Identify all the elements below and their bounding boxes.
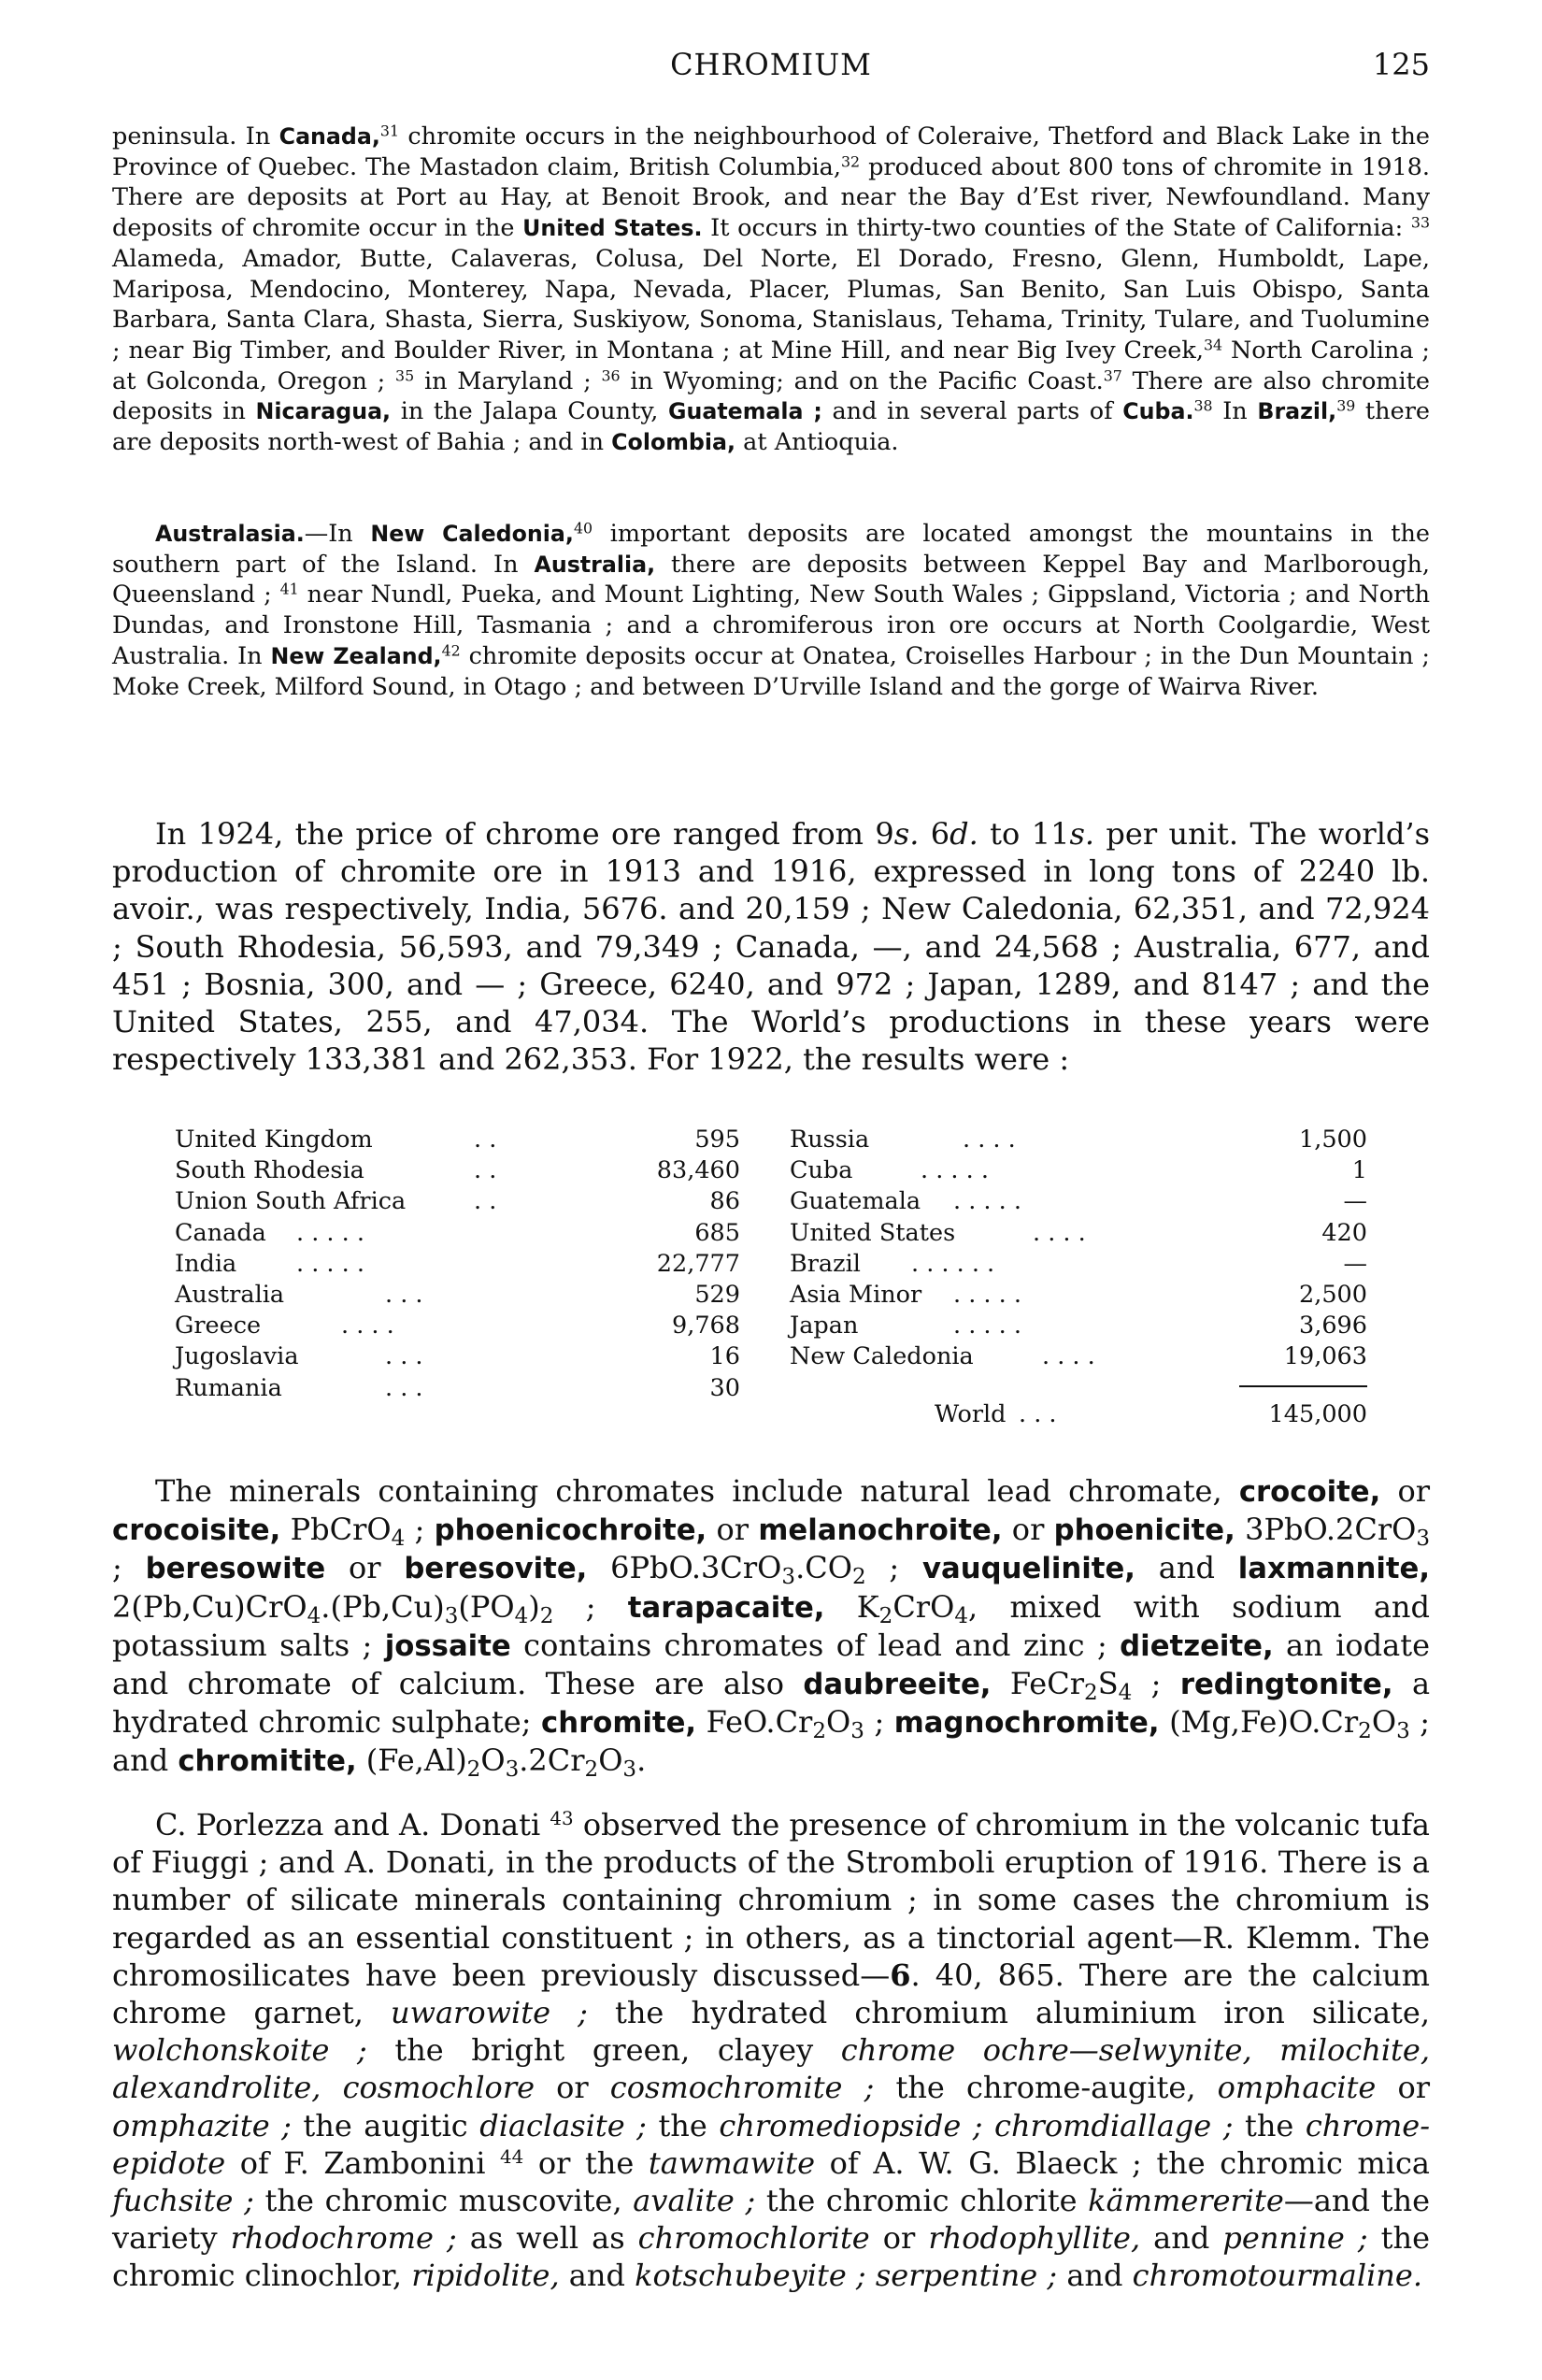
table-row: United States . . . . 420 bbox=[790, 1218, 1367, 1247]
table-total bbox=[935, 1399, 1367, 1430]
footnote-ref: 37 bbox=[1103, 366, 1122, 384]
table-row: Brazil . . . . . . — bbox=[790, 1249, 1367, 1278]
paragraph-chromosilicates: C. Porlezza and A. Donati $^{43}$ observed the presence of chromium in the volcanic tufa of Fiuggi ; and A. Donati, in the products of the Stromboli eruption of 1916. There is a number of silicate minerals containing chromium ; in some cases the chromium is regarded as an essential constituent ; in others, as a tinctorial agent—R. Klemm. The chromosilicates have been previously discussed—6. 40, 865. There are the calcium chrome garnet, uwarowite ; the hydrated chromium aluminium iron silicate, wolchonskoite ; the bright green, clayey chrome ochre—selwynite, milochite, alexandrolite, cosmochlore or cosmochromite ; the chrome-augite, omphacite or omphazite ; the augitic diaclasite ; the chromediopside ; chromdiallage ; the chrome-epidote of F. Zambonini $^{44}$ or the tawmawite of A. W. G. Blaeck ; the chromic mica fuchsite ; the chromic muscovite, avalite ; the chromic chlorite kämmererite—and the variety rhodochrome ; as well as chromochlorite or rhodophyllite, and pennine ; the chromic clinochlor, ripidolite, and kotschubeyite ; serpentine ; and chromotourmaline. bbox=[112, 1807, 1431, 2294]
footnote-ref: 32 bbox=[841, 152, 861, 171]
table-row: Rumania . . . 30 bbox=[175, 1373, 740, 1402]
footnote-ref: 36 bbox=[601, 366, 621, 384]
table-row: New Caledonia . . . . 19,063 bbox=[790, 1342, 1367, 1371]
footnote-ref: 39 bbox=[1336, 396, 1356, 415]
paragraph-chromite-occurrences-americas: peninsula. In Canada,$^{31}$ chromite occurs in the neighbourhood of Coleraive, Thetford and Black Lake in the Province of Quebec. The Mastadon claim, British Columbia,$^{32}$ produced about 800 tons of chromite in 1918. There are deposits at Port au Hay, at Benoit Brook, and near the Bay d’Est river, Newfoundland. Many deposits of chromite occur in the United States. It occurs in thirty-two counties of the State of California: $^{33}$ Alameda, Amador, Butte, Calaveras, Colusa, Del Norte, El Dorado, Fresno, Glenn, Humboldt, Lape, Mariposa, Mendocino, Monterey, Napa, Nevada, Placer, Plumas, San Benito, San Luis Obispo, Santa Barbara, Santa Clara, Shasta, Sierra, Suskiyow, Sonoma, Stanislaus, Tehama, Trinity, Tulare, and Tuolumine ; near Big Timber, and Boulder River, in Montana ; at Mine Hill, and near Big Ivey Creek,$^{34}$ North Carolina ; at Golconda, Oregon ; $^{35}$ in Maryland ; $^{36}$ in Wyoming; and on the Pacific Coast.$^{37}$ There are also chromite deposits in Nicaragua, in the Jalapa County, Guatemala ; and in several parts of Cuba.$^{38}$ In Brazil,$^{39}$ there are deposits north-west of Bahia ; and in Colombia, at Antioquia. bbox=[112, 122, 1430, 457]
footnote-ref: 38 bbox=[1193, 396, 1213, 415]
table-row: South Rhodesia . . 83,460 bbox=[175, 1156, 740, 1185]
table-row: Canada . . . . . 685 bbox=[175, 1218, 740, 1247]
table-row: Australia . . . 529 bbox=[175, 1280, 740, 1309]
running-header bbox=[112, 47, 1430, 92]
footnote-ref: 35 bbox=[395, 366, 415, 384]
footnote-ref: 44 bbox=[500, 2145, 524, 2168]
table-row: India . . . . . 22,777 bbox=[175, 1249, 740, 1278]
table-column-left bbox=[175, 1125, 740, 1404]
chapter-title: CHROMIUM bbox=[670, 47, 872, 82]
table-column-right bbox=[790, 1125, 1367, 1373]
table-row: Russia . . . . 1,500 bbox=[790, 1125, 1367, 1154]
total-rule bbox=[1239, 1385, 1367, 1387]
table-row: Asia Minor . . . . . 2,500 bbox=[790, 1280, 1367, 1309]
footnote-ref: 34 bbox=[1203, 336, 1223, 354]
table-row: United Kingdom . . 595 bbox=[175, 1125, 740, 1154]
volume-ref: 6 bbox=[890, 1957, 911, 1993]
paragraph-chromite-occurrences-australasia: Australasia.—In New Caledonia,$^{40}$ important deposits are located amongst the mountains in the southern part of the Island. In Australia, there are deposits between Keppel Bay and Marlborough, Queensland ; $^{41}$ near Nundl, Pueka, and Mount Lighting, New South Wales ; Gippsland, Victoria ; and North Dundas, and Ironstone Hill, Tasmania ; and a chromiferous iron ore occurs at North Coolgardie, West Australia. In New Zealand,$^{42}$ chromite deposits occur at Onatea, Croiselles Harbour ; in the Dun Mountain ; Moke Creek, Milford Sound, in Otago ; and between D’Urville Island and the gorge of Wairva River. bbox=[112, 519, 1430, 701]
page-number: 125 bbox=[1372, 47, 1430, 82]
paragraph-chromate-minerals: The minerals containing chromates include natural lead chromate, crocoite, or crocoisite, PbCrO$_4$ ; phoenicochroite, or melanochroite, or phoenicite, 3PbO.2CrO$_3$ ; beresowite or beresovite, $6PbO.3CrO_3.CO_2$ ; vauquelinite, and laxmannite, $2(Pb,Cu)CrO_4.(Pb,Cu)_3(PO_4)_2$ ; tarapacaite, $K_2CrO_4$, mixed with sodium and potassium salts ; jossaite contains chromates of lead and zinc ; dietzeite, an iodate and chromate of calcium. These are also daubreeite, $FeCr_2S_4$ ; redingtonite, a hydrated chromic sulphate; chromite, $FeO.Cr_2O_3$ ; magnochromite, $(Mg,Fe)O.Cr_2O_3$ ; and chromitite, $(Fe,Al)_2O_3.2Cr_2O_3$. bbox=[112, 1473, 1431, 1783]
paragraph-world-production: In 1924, the price of chrome ore ranged from 9s. 6d. to 11s. per unit. The world’s production of chromite ore in 1913 and 1916, expressed in long tons of 2240 lb. avoir., was respectively, India, 5676. and 20,159 ; New Caledonia, 62,351, and 72,924 ; South Rhodesia, 56,593, and 79,349 ; Canada, —, and 24,568 ; Australia, 677, and 451 ; Bosnia, 300, and — ; Greece, 6240, and 972 ; Japan, 1289, and 8147 ; and the United States, 255, and 47,034. The World’s productions in these years were respectively 133,381 and 262,353. For 1922, the results were : bbox=[112, 816, 1431, 1078]
footnote-ref: 31 bbox=[379, 122, 400, 140]
table-row: Cuba . . . . . 1 bbox=[790, 1156, 1367, 1185]
footnote-ref: 41 bbox=[279, 580, 299, 598]
table-row: Jugoslavia . . . 16 bbox=[175, 1342, 740, 1371]
footnote-ref: 43 bbox=[550, 1808, 574, 1830]
table-row: Union South Africa . . 86 bbox=[175, 1187, 740, 1216]
footnote-ref: 40 bbox=[573, 519, 593, 538]
table-row: Guatemala . . . . . — bbox=[790, 1187, 1367, 1216]
table-total-row: World . . . 145,000 bbox=[935, 1400, 1367, 1428]
footnote-ref: 33 bbox=[1410, 213, 1430, 232]
table-row: Greece . . . . 9,768 bbox=[175, 1312, 740, 1341]
footnote-ref: 42 bbox=[441, 641, 461, 660]
table-row: Japan . . . . . 3,696 bbox=[790, 1312, 1367, 1341]
